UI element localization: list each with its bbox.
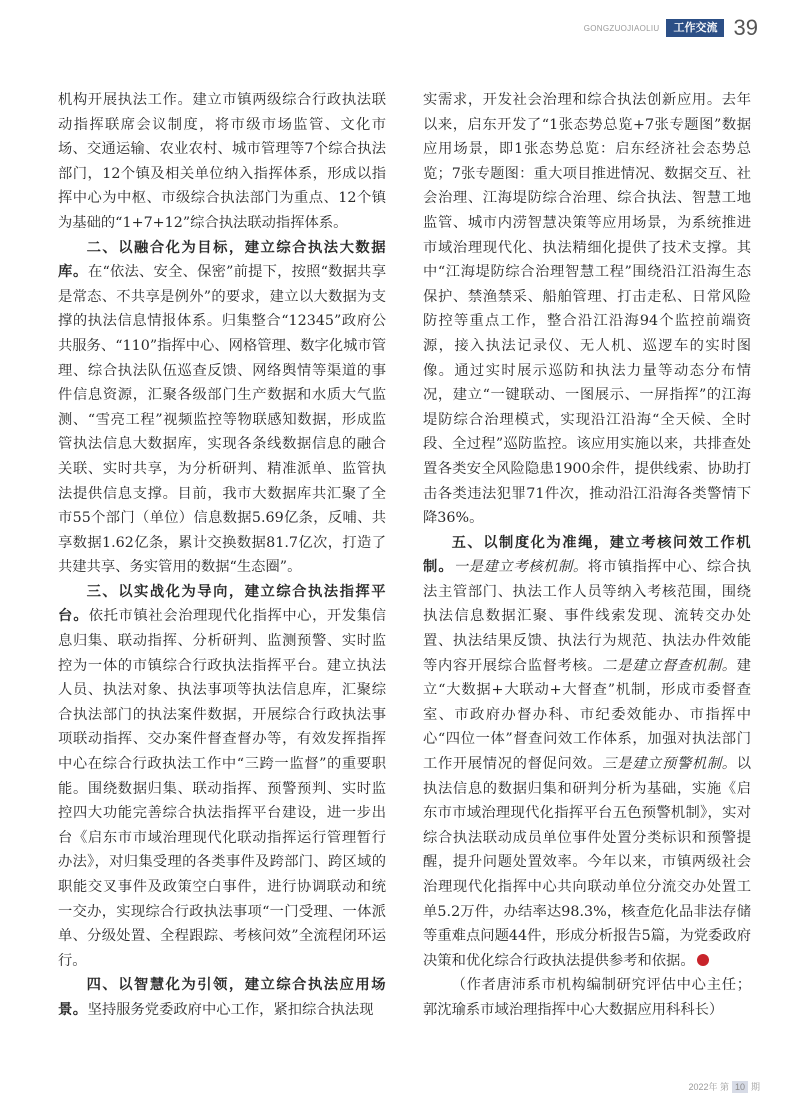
paragraph-intro-continued: 机构开展执法工作。建立市镇两级综合行政执法联动指挥联席会议制度，将市级市场监管、文化市场、交通运输、农业农村、城市管理等7个综合执法部门，12个镇及相关单位纳入指挥体系，形成以指挥中心为中枢、市级综合执法部门为重点、12个镇为基础的“1+7+12”综合执法联动指挥体系。 <box>58 92 386 231</box>
section-2-paragraph <box>58 236 386 580</box>
mechanism-2-label: 二是建立督查机制。 <box>602 657 737 674</box>
page-header <box>584 16 758 40</box>
mechanism-3-label: 三是建立预警机制。 <box>602 756 737 773</box>
author-byline: （作者唐沛系市机构编制研究评估中心主任；郭沈瑜系市域治理指挥中心大数据应用科科长） <box>423 977 751 1018</box>
mechanism-2-body: 建立“大数据+大联动+大督查”机制，形成市委督查室、市政府办督办科、市纪委效能办、市指挥中心“四位一体”督查问效工作体系，加强对执法部门工作开展情况的督促问效。 <box>423 657 752 773</box>
section-3-paragraph <box>58 580 386 974</box>
section-5-paragraph <box>423 531 751 974</box>
mechanism-1-label: 一是建立考核机制。 <box>453 559 588 576</box>
section-pinyin: GONGZUOJIAOLIU <box>583 23 660 33</box>
section-5-heading: 五、以制度化为准绳，建立考核问效工作机制。 <box>423 534 751 576</box>
section-tag: 工作交流 <box>666 19 724 37</box>
section-4-body: 坚持服务党委政府中心工作，紧扣综合执法现 <box>87 1001 374 1018</box>
right-column <box>423 88 751 1023</box>
mechanism-1-body: 将市镇指挥中心、综合执法主管部门、执法工作人员等纳入考核范围，围绕执法信息数据汇聚、事件线索发现、流转交办处置、执法结果反馈、执法行为规范、执法办件效能等内容开展综合监督考核。 <box>423 559 751 674</box>
section-4-paragraph <box>58 973 386 1022</box>
footer-period: 期 <box>750 1082 760 1092</box>
article-end-icon <box>697 954 709 966</box>
section-2-body: 在“依法、安全、保密”前提下，按照“数据共享是常态、不共享是例外”的要求，建立以大数据为支撑的执法信息情报体系。归集整合“12345”政府公共服务、“110”指挥中心、网格管理、数字化城市管理、综合执法队伍巡查反馈、网络舆情等渠道的事件信息资源，汇聚各级部门生产数据和水质大气监测、“雪亮工程”视频监控等物联感知数据，形成监管执法信息大数据库，实现各条线数据信息的融合关联、实时共享，为分析研判、精准派单、监管执法提供信息支撑。目前，我市大数据库共汇聚了全市55个部门（单位）信息数据5.69亿条，反哺、共享数据1.62亿条，累计交换数据81.7亿次，打造了共建共享、务实管用的数据“生态圈”。 <box>58 264 386 576</box>
section-2-heading: 二、以融合化为目标，建立综合执法大数据库。 <box>58 239 386 281</box>
page-footer <box>688 1080 760 1093</box>
section-4-heading: 四、以智慧化为引领，建立综合执法应用场景。 <box>58 977 386 1018</box>
section-4-continued: 实需求，开发社会治理和综合执法创新应用。去年以来，启东开发了“1张态势总览+7张专题图”数据应用场景，即1张态势总览：启东经济社会态势总览；7张专题图：重大项目推进情况、数据交互、社会治理、江海堤防综合治理、综合执法、智慧工地监管、城市内涝智慧决策等应用场景，为系统推进市域治理现代化、执法精细化提供了技术支撑。其中“江海堤防综合治理智慧工程”围绕沿江沿海生态保护、禁渔禁采、船舶管理、打击走私、日常风险防控等重点工作，整合沿江沿海94个监控前端资源，接入执法记录仪、无人机、巡逻车的实时图像。通过实时展示巡防和执法力量等动态分布情况，建立“一键联动、一图展示、一屏指挥”的江海堤防综合治理模式，实现沿江沿海“全天候、全时段、全过程”巡防监控。该应用实施以来，共排查处置各类安全风险隐患1900余件，提供线索、协助打击各类违法犯罪71件次，推动沿江沿海各类警情下降36%。 <box>423 92 752 527</box>
section-3-heading: 三、以实战化为导向，建立综合执法指挥平台。 <box>58 583 386 625</box>
left-column <box>58 88 386 1023</box>
footer-year: 2022年 第 <box>688 1082 729 1092</box>
mechanism-3-body: 以执法信息的数据归集和研判分析为基础，实施《启东市市域治理现代化指挥平台五色预警机制》，实对综合执法联动成员单位事件处置分类标识和预警提醒，提升问题处置效率。今年以来，市镇两级社会治理现代化指挥中心共向联动单位分流交办处置工单5.2万件，办结率达98.3%，核查危化品非法存储等重难点问题44件，形成分析报告5篇，为党委政府决策和优化综合行政执法提供参考和依据。 <box>423 756 752 969</box>
footer-issue-number: 10 <box>732 1081 748 1093</box>
section-3-body: 依托市镇社会治理现代化指挥中心，开发集信息归集、联动指挥、分析研判、监测预警、实时监控为一体的市镇综合行政执法指挥平台。建立执法人员、执法对象、执法事项等执法信息库，汇聚综合执法部门的执法案件数据，开展综合行政执法事项联动指挥、交办案件督查督办等，有效发挥指挥中心在综合行政执法工作中“三跨一监督”的重要职能。围绕数据归集、联动指挥、预警预判、实时监控四大功能完善综合执法指挥平台建设，进一步出台《启东市市域治理现代化联动指挥运行管理暂行办法》，对归集受理的各类事件及跨部门、跨区域的职能交叉事件及政策空白事件，进行协调联动和统一交办，实现综合行政执法事项“一门受理、一体派单、分级处置、全程跟踪、考核问效”全流程闭环运行。 <box>58 608 386 969</box>
page-number: 39 <box>733 15 758 40</box>
